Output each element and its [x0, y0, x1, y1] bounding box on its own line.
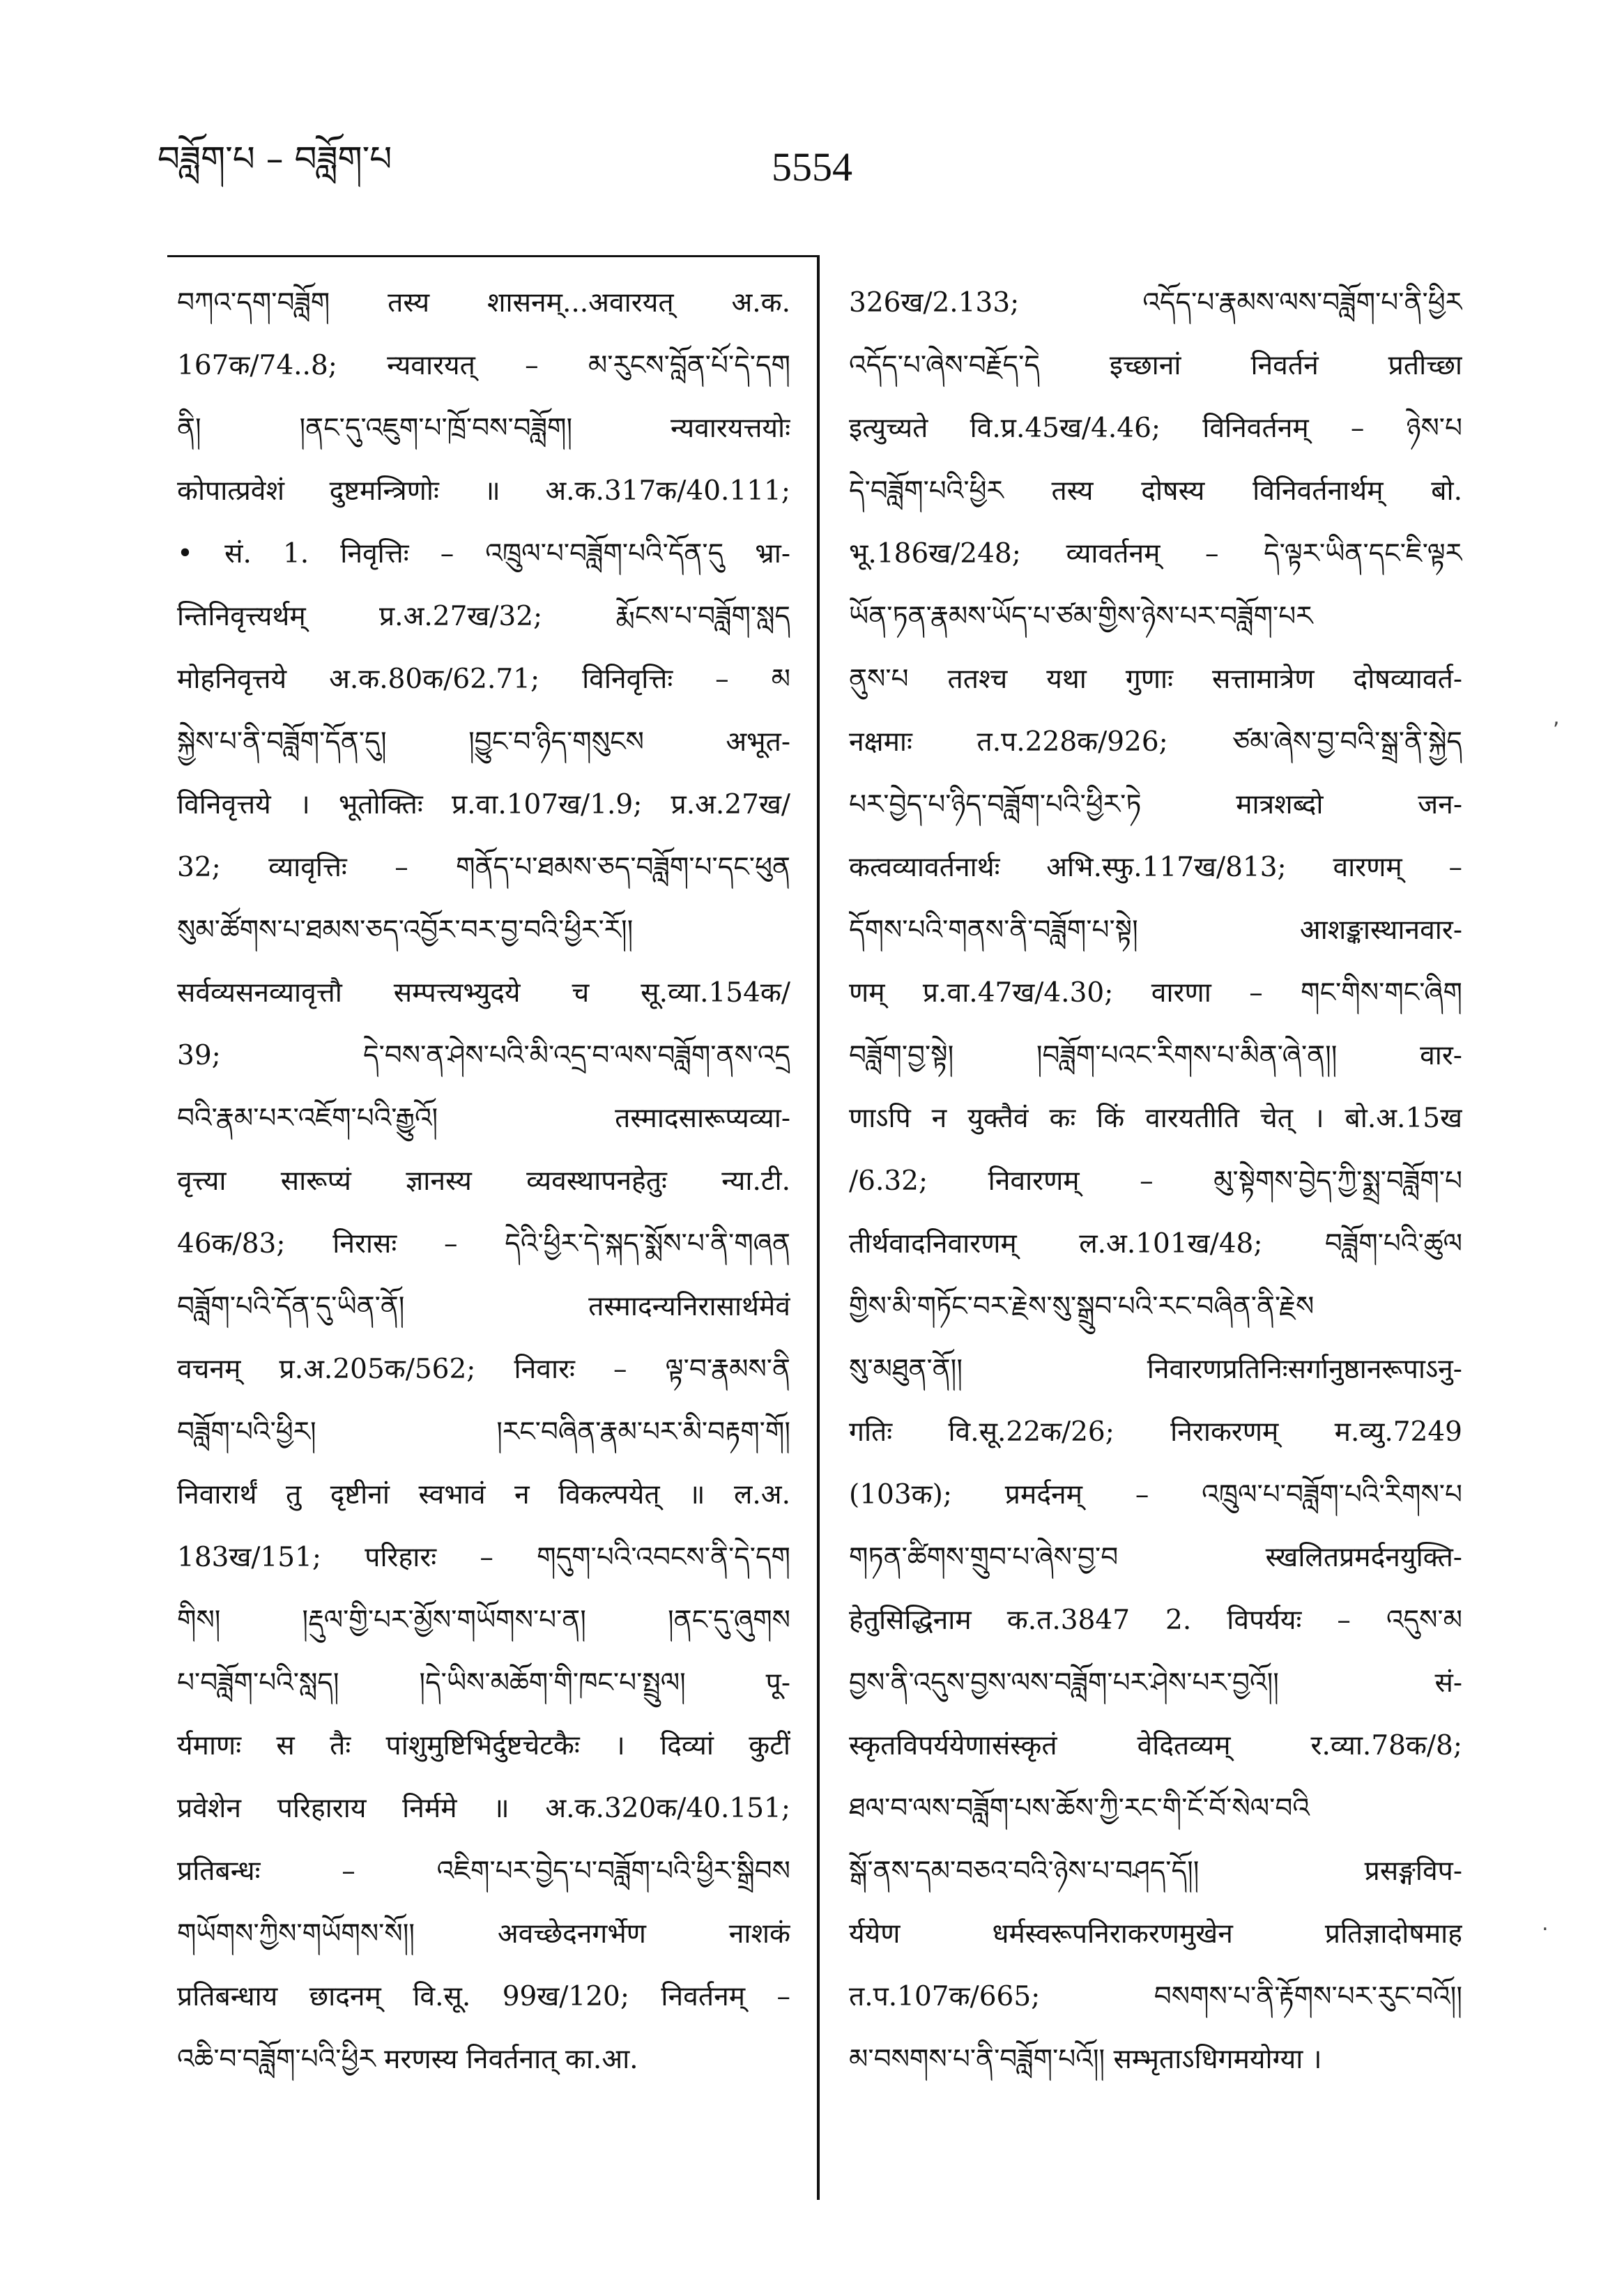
- entry-line: འཆི་བ་བཟློག་པའི་ཕྱིར मरणस्य निवर्तनात् का.आ.: [177, 2044, 638, 2075]
- entry-line: སུམ་ཚོགས་པ་ཐམས་ཅད་འབྱོར་བར་བྱ་བའི་ཕྱིར་རོ།།: [177, 915, 634, 946]
- entry-line: 326ख/2.133; འདོད་པ་རྣམས་ལས་བཟློག་པ་ནི་ཕྱིར: [849, 287, 1462, 319]
- entry-line: हेतुसिद्धिनाम क.त.3847 2. विपर्ययः – འདུས་མ: [849, 1605, 1462, 1636]
- entry-line: त.प.107क/665; བསགས་པ་ནི་རྟོགས་པར་རུང་བའོ།།: [849, 1981, 1462, 2012]
- entry-line: प्रवेशेन परिहाराय निर्ममे ॥ अ.क.320क/40.151;: [177, 1793, 790, 1824]
- entry-line: निवारार्थं तु दृष्टीनां स्वभावं न विकल्पयेत् ॥ ल.अ.: [177, 1479, 790, 1510]
- entry-line: प्रतिबन्धः – འཇིག་པར་བྱེད་པ་བཟློག་པའི་ཕྱིར་སྒྲིབས: [177, 1856, 790, 1887]
- entry-line: བཟློག་པའི་དོན་དུ་ཡིན་ནོ། तस्मादन्यनिरासार्थमेवं: [177, 1291, 790, 1322]
- entry-line: སྒོ་ནས་དམ་བཅའ་བའི་ཉེས་པ་བཤད་དོ།། प्रसङ्गविप-: [849, 1856, 1462, 1887]
- left-column: [177, 272, 790, 2196]
- right-column: [849, 272, 1462, 2196]
- running-head: བཟློག་པ – བཟློག་པ: [158, 139, 392, 179]
- entry-line: བྱས་ནི་འདུས་བྱས་ལས་བཟློག་པར་ཤེས་པར་བྱའོ།། सं-: [849, 1667, 1462, 1699]
- entry-line: པར་བྱེད་པ་ཉིད་བཟློག་པའི་ཕྱིར་ཏེ मात्रशब्दो जन-: [849, 789, 1462, 820]
- entry-line: 46क/83; निरासः – དེའི་ཕྱིར་དེ་སྐད་སྨོས་པ་ནི་གཞན: [177, 1228, 790, 1260]
- entry-line: कोपात्प्रवेशं दुष्टमन्त्रिणोः ॥ अ.क.317क/40.111;: [177, 475, 790, 507]
- entry-line: विनिवृत्तये । भूतोक्तिः प्र.वा.107ख/1.9; प्र.अ.27ख/: [177, 789, 790, 820]
- entry-line: वृत्त्या सारूप्यं ज्ञानस्य व्यवस्थापनहेतुः न्या.टी.: [177, 1165, 790, 1197]
- entry-line: गतिः वि.सू.22क/26; निराकरणम् म.व्यु.7249: [849, 1416, 1462, 1448]
- entry-line: /6.32; निवारणम् – མུ་སྟེགས་བྱེད་ཀྱི་སྨྲ་བཟློག་པ: [849, 1165, 1462, 1197]
- entry-line: (103क); प्रमर्दनम् – འཁྲུལ་པ་བཟློག་པའི་རིགས་པ: [849, 1479, 1462, 1510]
- entry-line: བཟློག་པའི་ཕྱིར། །རང་བཞིན་རྣམ་པར་མི་བརྟག་གོ།: [177, 1416, 790, 1448]
- entry-line: • सं. 1. निवृत्तिः – འཁྲུལ་པ་བཟློག་པའི་དོན་དུ भ्रा-: [177, 538, 790, 569]
- entry-line: णम् प्र.वा.47ख/4.30; वारणा – གང་གིས་གང་ཞིག: [849, 977, 1462, 1009]
- entry-line: प्रतिबन्धाय छादनम् वि.सू. 99ख/120; निवर्तनम् –: [177, 1981, 790, 2012]
- margin-tick: ,: [1553, 705, 1560, 730]
- entry-line: མ་བསགས་པ་ནི་བཟློག་པའོ།། सम्भृताऽधिगमयोग्या ।: [849, 2044, 1322, 2075]
- page-number: 5554: [772, 144, 852, 190]
- entry-line: སུ་མཐུན་ནོ།། निवारणप्रतिनिःसर्गानुष्ठानरूपाऽनु-: [849, 1354, 1462, 1385]
- header-rule: [167, 255, 819, 257]
- entry-line: भू.186ख/248; व्यावर्तनम् – དེ་ལྟར་ཡིན་དང་ཇི་ལྟར: [849, 538, 1462, 569]
- entry-line: ཐལ་བ་ལས་བཟློག་པས་ཆོས་ཀྱི་རང་གི་ངོ་བོ་སེལ་བའི: [849, 1793, 1310, 1824]
- entry-line: ནུས་པ ततश्च यथा गुणाः सत्तामात्रेण दोषव्यावर्त-: [849, 664, 1462, 695]
- entry-line: स्कृतविपर्ययेणासंस्कृतं वेदितव्यम् र.व्या.78क/8;: [849, 1730, 1462, 1761]
- entry-line: 167क/74..8; न्यवारयत् – མ་རུངས་བློན་པོ་དེ་དག: [177, 350, 790, 381]
- entry-line: 32; व्यावृत्तिः – གནོད་པ་ཐམས་ཅད་བཟློག་པ་དང་ཕུན: [177, 852, 790, 883]
- entry-line: 183ख/151; परिहारः – གདུག་པའི་འབངས་ནི་དེ་དག: [177, 1542, 790, 1573]
- entry-line: तीर्थवादनिवारणम् ल.अ.101ख/48; བཟློག་པའི་ཚུལ: [849, 1228, 1462, 1260]
- entry-line: 39; དེ་བས་ན་ཤེས་པའི་མི་འདྲ་བ་ལས་བཟློག་ནས་འདྲ: [177, 1040, 790, 1071]
- entry-line: ནི། །ནང་དུ་འཇུག་པ་ཁྲོ་བས་བཟློག། न्यवारयत्तयोः: [177, 413, 790, 444]
- entry-line: नक्षमाः त.प.228क/926; ཙམ་ཞེས་བྱ་བའི་སྒྲ་ནི་སྐྱེད: [849, 726, 1462, 758]
- entry-line: བཟློག་བྱ་སྟེ། །བཟློག་པའང་རིགས་པ་མིན་ཞེ་ན།། वार-: [849, 1040, 1462, 1071]
- entry-line: དེ་བཟློག་པའི་ཕྱིར तस्य दोषस्य विनिवर्तनार्थम् बो.: [849, 475, 1462, 507]
- entry-line: འདོད་པ་ཞེས་བརྗོད་དེ इच्छानां निवर्तनं प्रतीच्छा: [849, 350, 1462, 381]
- entry-line: सर्वव्यसनव्यावृत्तौ सम्पत्त्यभ्युदये च सू.व्या.154क/: [177, 977, 790, 1009]
- entry-line: णाऽपि न युक्तैवं कः किं वारयतीति चेत् । बो.अ.15ख: [849, 1103, 1462, 1134]
- entry-line: གཡོགས་ཀྱིས་གཡོགས་སོ།། अवच्छेदनगर्भेण नाशकं: [177, 1918, 790, 1950]
- entry-line: ཡོན་ཏན་རྣམས་ཡོད་པ་ཙམ་གྱིས་ཉེས་པར་བཟློག་པར: [849, 601, 1313, 632]
- entry-line: न्तिनिवृत्त्यर्थम् प्र.अ.27ख/32; རྨོངས་པ་བཟློག་སླད: [177, 601, 790, 632]
- entry-line: གྱིས་མི་གཏོང་བར་རྗེས་སུ་སྒྲུབ་པའི་རང་བཞིན་ནི་རྗེས: [849, 1291, 1315, 1322]
- entry-line: བའི་རྣམ་པར་འཇོག་པའི་རྒྱུའོ། तस्मादसारूप्यव्या-: [177, 1103, 790, 1134]
- entry-line: གིས། །རྡུལ་གྱི་པར་མྱོས་གཡོགས་པ་ན། །ནང་དུ་ཞུགས: [177, 1605, 790, 1636]
- entry-line: སྐྱེས་པ་ནི་བཟློག་དོན་དུ། །བྱུང་བ་ཉིད་གསུངས अभूत-: [177, 726, 790, 758]
- entry-line: र्यमाणः स तैः पांशुमुष्टिभिर्दुष्टचेटकैः । दिव्यां कुटीं: [177, 1730, 790, 1761]
- entry-line: इत्युच्यते वि.प्र.45ख/4.46; विनिवर्तनम् – ཉེས་པ: [849, 413, 1462, 444]
- entry-line: वचनम् प्र.अ.205क/562; निवारः – ལྟ་བ་རྣམས་ནི: [177, 1354, 790, 1385]
- column-divider: [817, 255, 820, 2200]
- entry-line: དོགས་པའི་གནས་ནི་བཟློག་པ་སྟེ། आशङ्कास्थानवार-: [849, 915, 1462, 946]
- entry-line: པ་བཟློག་པའི་སླད། །དེ་ཡིས་མཆོག་གི་ཁང་པ་སྤྲུལ། पू-: [177, 1667, 790, 1699]
- entry-line: मोहनिवृत्तये अ.क.80क/62.71; विनिवृत्तिः – མ: [177, 664, 790, 695]
- entry-line: གཏན་ཚིགས་གྲུབ་པ་ཞེས་བྱ་བ स्खलितप्रमर्दनयुक्ति-: [849, 1542, 1462, 1573]
- margin-tick: .: [1542, 1911, 1549, 1936]
- entry-line: བཀའ་དག་བཟློག तस्य शासनम्...अवारयत् अ.क.: [177, 287, 790, 319]
- entry-line: र्ययेण धर्मस्वरूपनिराकरणमुखेन प्रतिज्ञादोषमाह: [849, 1918, 1462, 1950]
- entry-line: कत्वव्यावर्तनार्थः अभि.स्फु.117ख/813; वारणम् –: [849, 852, 1462, 883]
